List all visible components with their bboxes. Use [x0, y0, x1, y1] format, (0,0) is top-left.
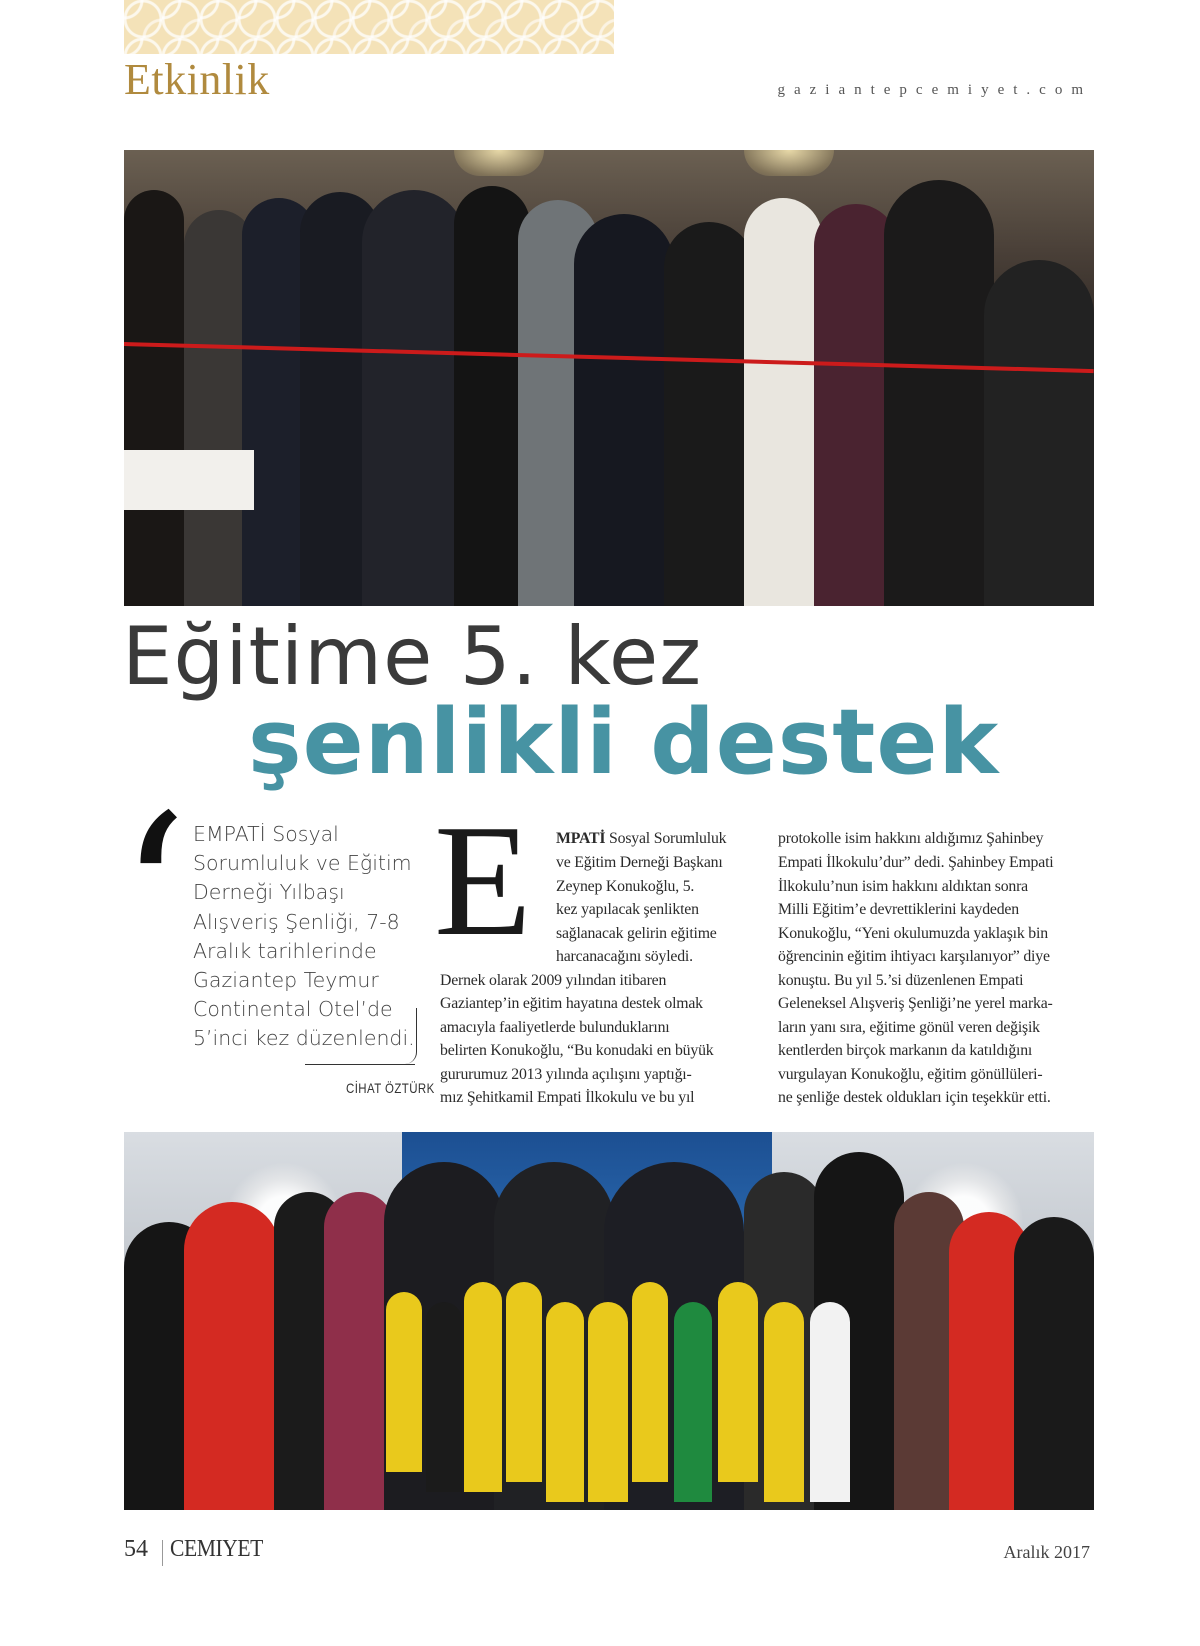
decorative-pattern-strip: [124, 0, 614, 54]
article-line: gururumuz 2013 yılında açılışını yaptığı-: [440, 1066, 692, 1083]
child-figure: [464, 1282, 502, 1492]
article-line: ne şenliğe destek oldukları için teşekkür etti.: [778, 1089, 1051, 1106]
article-line: Gaziantep’in eğitim hayatına destek olmak: [440, 995, 703, 1012]
footer-separator: [162, 1540, 163, 1566]
article-line: ların yanı sıra, eğitime gönül veren değişik: [778, 1019, 1040, 1036]
person-figure: [124, 190, 184, 606]
person-figure: [362, 190, 466, 606]
child-figure: [674, 1302, 712, 1502]
article-line: öğrencinin eğitim ihtiyacı karşılanıyor” diye: [778, 948, 1050, 965]
quote-mark-icon: ‘: [118, 768, 188, 1024]
article-line: amacıyla faaliyetlerde bulunduklarını: [440, 1019, 670, 1036]
article-line: Konukoğlu, “Yeni okulumuzda yaklaşık bin: [778, 925, 1048, 942]
article-line: MPATİ Sosyal Sorumluluk: [556, 830, 727, 847]
article-line: sağlanacak gelirin eğitime: [556, 925, 717, 942]
article-line: kentlerden birçok markanın da katıldığını: [778, 1042, 1033, 1059]
child-figure: [632, 1282, 668, 1482]
article-line: vurgulayan Konukoğlu, eğitim gönüllüleri-: [778, 1066, 1043, 1083]
article-line: mız Şehitkamil Empati İlkokulu ve bu yıl: [440, 1089, 695, 1106]
person-figure: [884, 180, 994, 606]
magazine-name: CEMIYET: [170, 1536, 263, 1562]
article-line: İlkokulu’nun isim hakkını aldıktan sonra: [778, 878, 1028, 895]
author-name: CİHAT ÖZTÜRK: [346, 1080, 435, 1096]
article-line: Geleneksel Alışveriş Şenliği’ne yerel marka-: [778, 995, 1053, 1012]
person-figure: [574, 214, 674, 606]
child-figure: [764, 1302, 804, 1502]
person-figure: [984, 260, 1094, 606]
person-figure: [184, 1202, 280, 1510]
child-figure: [718, 1282, 758, 1482]
child-figure: [810, 1302, 850, 1502]
person-figure: [744, 198, 822, 606]
section-label: Etkinlik: [124, 55, 270, 104]
child-figure: [546, 1302, 584, 1502]
quote-bracket: [404, 1008, 417, 1064]
headline-line-1: Eğitime 5. kez: [122, 610, 703, 703]
child-figure: [426, 1302, 462, 1492]
chandelier-icon: [454, 150, 544, 176]
white-table: [124, 450, 254, 510]
ribbon-cutting-photo: [124, 150, 1094, 606]
article-line: kez yapılacak şenlikten: [556, 901, 699, 918]
child-figure: [588, 1302, 628, 1502]
site-url: gaziantepcemiyet.com: [777, 82, 1092, 98]
chandelier-icon: [744, 150, 834, 176]
article-line: konuştu. Bu yıl 5.’si düzenlenen Empati: [778, 972, 1024, 989]
quote-rule: [305, 1064, 415, 1065]
person-figure: [1014, 1217, 1094, 1510]
drop-cap: E: [434, 791, 532, 969]
article-line: Milli Eğitim’e devrettiklerini kaydeden: [778, 901, 1019, 918]
group-photo: [124, 1132, 1094, 1510]
article-line: Zeynep Konukoğlu, 5.: [556, 878, 695, 895]
issue-date: Aralık 2017: [1003, 1542, 1090, 1562]
article-line: Empati İlkokulu’dur” dedi. Şahinbey Empati: [778, 854, 1054, 871]
page-number: 54: [124, 1536, 148, 1562]
article-lead-bold: MPATİ: [556, 830, 606, 847]
article-line: protokolle isim hakkını aldığımız Şahinbey: [778, 830, 1044, 847]
child-figure: [506, 1282, 542, 1482]
headline-line-2: şenlikli destek: [248, 690, 1000, 795]
pull-quote: EMPATİ Sosyal Sorumluluk ve Eğitim Derneği Yılbaşı Alışveriş Şenliği, 7-8 Aralık tarihlerinde Gaziantep Teymur Continental Otel’de 5’inci kez düzenlendi.: [193, 822, 415, 1051]
person-figure: [664, 222, 754, 606]
article-line: harcanacağını söyledi.: [556, 948, 693, 965]
article-line: ve Eğitim Derneği Başkanı: [556, 854, 723, 871]
article-line: Dernek olarak 2009 yılından itibaren: [440, 972, 667, 989]
child-figure: [386, 1292, 422, 1472]
article-line: belirten Konukoğlu, “Bu konudaki en büyük: [440, 1042, 714, 1059]
